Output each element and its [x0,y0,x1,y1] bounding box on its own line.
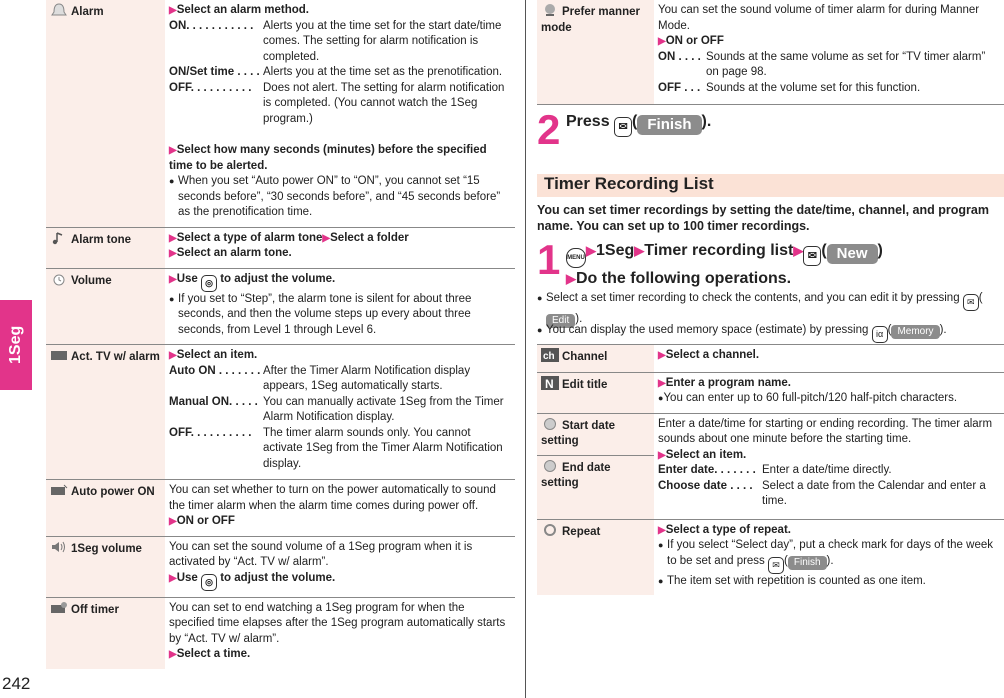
arrow-icon: ▶ [566,271,576,286]
date-item-text: Select a date from the Calendar and enter a time. [762,479,986,507]
label-start-date: Start date setting [541,419,616,447]
arrow-icon: ▶ [658,350,666,361]
date-setting-step: Select an item. [665,448,747,461]
label-alarm: Alarm [71,6,104,18]
bell-icon [50,3,68,17]
act-tv-item-key: Auto ON . . . . . . . [169,364,261,377]
step1-instruction: MENU▶1Seg▶Timer recording list▶ ✉ ( New ) ▶Do the following operations. [566,242,883,287]
bullet-icon: ● [658,575,664,586]
repeat-icon [541,523,559,537]
alarm-tone-step1b: Select a folder [330,231,409,244]
step-number-1: 1 [537,236,561,283]
label-prefer-manner: Prefer manner mode [541,6,640,34]
volume-step-post: to adjust the volume. [220,272,336,285]
side-tab-label: 1Seg [7,325,24,365]
mail-key-icon: ✉ [614,117,632,137]
edit-softkey: Edit [546,314,575,328]
step-number-2: 2 [537,106,561,153]
nav-key-icon: ◎ [201,574,217,591]
step1-part2: Timer recording list [644,242,794,259]
arrow-icon: ▶ [169,649,177,660]
section-title: Timer Recording List [544,174,714,193]
1seg-volume-text: You can set the sound volume of a 1Seg program when it is activated by “Act. TV w/ alarm”. [169,540,473,568]
row-act-tv [46,345,515,480]
channel-step: Select a channel. [665,349,760,361]
label-channel: Channel [562,351,608,363]
edit-title-note: You can enter up to 60 full-pitch/120 half-pitch characters. [663,392,958,404]
finish-softkey: Finish [637,115,701,135]
step2-text-pre: Press [566,113,610,130]
act-tv-item-key: Manual ON. . . . . [169,395,258,408]
prefer-manner-text: You can set the sound volume of timer alarm for during Manner Mode. [658,4,980,32]
alarm-item-text: Alerts you at the time set for the start date/time comes. The setting for alarm notification is completed. [263,19,502,63]
alarm-tone-step2: Select an alarm tone. [176,247,292,259]
alarm-note: When you set “Auto power ON” to “ON”, you cannot set “15 seconds before”, “30 seconds before”, and “45 seconds before” as the prenotification time. [178,175,501,218]
arrow-icon: ▶ [169,350,177,361]
section-header [537,174,1004,197]
alarm-tone-step1: Select a type of alarm tone [176,231,323,244]
label-end-date: End date setting [541,461,611,489]
bullet-icon: ● [169,176,175,186]
row-prefer-manner [537,0,1004,104]
date-item-key: Enter date. . . . . . . [658,464,756,476]
volume-note: If you set to “Step”, the alarm tone is silent for about three seconds, and then the volume steps up every about three seconds, from Level 1 through Level 6. [178,292,472,336]
tv-icon [50,348,68,362]
act-tv-item-text: The timer alarm sounds only. You cannot activate 1Seg from the Timer Alarm Notification display. [263,426,503,470]
volume-step-pre: Use [176,272,198,285]
mail-key-icon: ✉ [803,246,821,266]
repeat-note1: If you select “Select day”, put a check mark for days of the week to be set and press [667,539,993,567]
step2-text-post: ). [701,113,712,130]
arrow-icon: ▶ [169,232,177,244]
arrow-icon: ▶ [169,5,177,16]
arrow-icon: ▶ [586,243,596,258]
title-icon [541,376,559,390]
repeat-note2: The item set with repetition is counted as one item. [667,574,926,587]
row-1seg-volume [46,536,515,597]
1seg-volume-step-post: to adjust the volume. [220,571,336,584]
label-start-date-cell [537,414,654,456]
bullet-icon: ● [537,325,543,335]
label-1seg-volume: 1Seg volume [71,542,142,555]
alarm-clock-icon [50,272,68,286]
step1-line2: Do the following operations. [576,270,792,287]
svg-text:ch: ch [543,351,555,362]
prefer-manner-item-text: Sounds at the volume set for this function. [706,81,921,94]
new-softkey: New [827,244,878,264]
menu-key-icon: MENU [566,248,586,268]
row-repeat: Repeat ▶Select a type of repeat. ● If you select “Select day”, put a check mark for days of the week to be set and press ✉ ( Finish ). ● The item set with repetition is counted as one item. [537,519,1004,595]
arrow-icon: ▶ [169,273,177,285]
prefer-manner-item-text: Sounds at the same volume as set for “TV timer alarm” on page 98. [706,50,986,78]
row-date-settings [537,413,1004,519]
bullet1-text: Select a set timer recording to check the contents, and you can edit it by pressing [546,292,960,304]
label-end-date-cell [537,456,654,495]
row-alarm [46,0,515,227]
alarm-item-text: Alerts you at the time set as the prenotification. [263,66,503,78]
speaker-icon [50,540,68,554]
arrow-icon: ▶ [169,572,177,584]
alarm-item-key: ON/Set time . . . . [169,66,260,78]
power-tv-icon [50,483,68,497]
section-intro: You can set timer recordings by setting the date/time, channel, and program name. You can set up to 100 timer recordings. [537,203,989,233]
arrow-icon: ▶ [169,516,177,527]
page-number: 242 [2,674,31,693]
arrow-icon: ▶ [658,524,666,536]
step1-part1: 1Seg [596,242,635,259]
arrow-icon: ▶ [169,145,177,156]
mail-key-icon: ✉ [963,294,979,311]
nav-key-icon: ◎ [201,275,217,292]
alarm-item-text: Does not alert. The setting for alarm notification is completed. (You cannot watch the 1Seg program.) [263,81,505,125]
edit-title-step: Enter a program name. [665,376,791,389]
step1-bullet-1: ● Select a set timer recording to check the contents, and you can edit it by pressing ✉ (Edit ). [537,292,983,326]
clock-icon [541,417,559,431]
alarm-item-key: OFF. . . . . . . . . . [169,81,252,94]
label-alarm-tone: Alarm tone [71,233,132,246]
label-off-timer: Off timer [71,603,119,616]
repeat-step: Select a type of repeat. [665,523,791,536]
alarm-step1: Select an alarm method. [176,4,309,16]
auto-power-text: You can set whether to turn on the power automatically to sound the timer alarm when the alarm time comes during power off. [169,484,496,512]
row-alarm-tone [46,227,515,268]
row-volume [46,268,515,345]
prefer-manner-step: ON or OFF [665,35,724,47]
mail-key-icon: ✉ [768,557,784,574]
off-timer-text: You can set to end watching a 1Seg program for when the specified time elapses after the 1Seg program automatically starts by “Act. TV w/ alarm”. [169,601,506,645]
label-volume: Volume [71,274,112,287]
bullet-icon: ● [658,393,664,403]
arrow-icon: ▶ [793,243,804,258]
side-tab [0,300,32,390]
row-channel [537,345,1004,373]
label-repeat: Repeat [562,525,601,538]
row-off-timer [46,597,515,669]
left-settings-table [46,0,515,669]
manner-mode-table [537,0,1004,105]
music-note-icon [50,231,68,245]
prefer-manner-item-key: OFF . . . [658,81,701,94]
alarm-item-key: ON. . . . . . . . . . . [169,19,254,32]
finish-softkey-small: Finish [788,556,827,570]
date-setting-text: Enter a date/time for starting or ending recording. The timer alarm sounds about one minute before the starting time. [658,417,993,445]
arrow-icon: ▶ [658,36,666,47]
arrow-icon: ▶ [169,248,177,259]
act-tv-item-text: After the Timer Alarm Notification display appears, 1Seg automatically starts. [263,364,471,392]
act-tv-item-key: OFF. . . . . . . . . . [169,426,252,439]
1seg-volume-step-pre: Use [176,571,198,584]
step1-bullet-2: ● You can display the used memory space (estimate) by pressing iα ( Memory ). [537,322,1003,343]
channel-icon [541,348,559,362]
memory-softkey: Memory [891,325,939,339]
row-auto-power [46,480,515,537]
column-divider [525,0,526,698]
prefer-manner-item-key: ON . . . . [658,50,701,63]
arrow-icon: ▶ [658,449,666,461]
bullet-icon: ● [169,293,175,304]
alarm-step2: Select how many seconds (minutes) before the specified time to be alerted. [169,144,487,172]
clock-icon [541,459,559,473]
act-tv-item-text: You can manually activate 1Seg from the Timer Alarm Notification display. [263,395,504,423]
step2-instruction: Press ✉ ( Finish ). [566,111,711,137]
bullet2-text: You can display the used memory space (estimate) by pressing [546,324,869,336]
off-timer-step: Select a time. [176,648,251,660]
label-act-tv: Act. TV w/ alarm [71,351,160,363]
arrow-icon: ▶ [634,243,645,258]
manner-mode-icon [541,3,559,17]
timer-tv-icon [50,601,68,615]
row-edit-title [537,372,1004,413]
timer-recording-table [537,344,1004,595]
bullet-icon: ● [537,293,543,303]
svg-text:N: N [545,376,554,390]
label-auto-power: Auto power ON [71,486,155,498]
bullet-icon: ● [658,540,664,550]
act-tv-step: Select an item. [176,349,258,361]
i-alpha-key-icon: iα [872,326,888,343]
arrow-icon: ▶ [322,232,331,244]
date-item-key: Choose date . . . . [658,479,753,492]
label-edit-title: Edit title [562,378,608,391]
date-item-text: Enter a date/time directly. [762,464,892,476]
auto-power-step: ON or OFF [176,515,235,527]
arrow-icon: ▶ [658,377,666,389]
